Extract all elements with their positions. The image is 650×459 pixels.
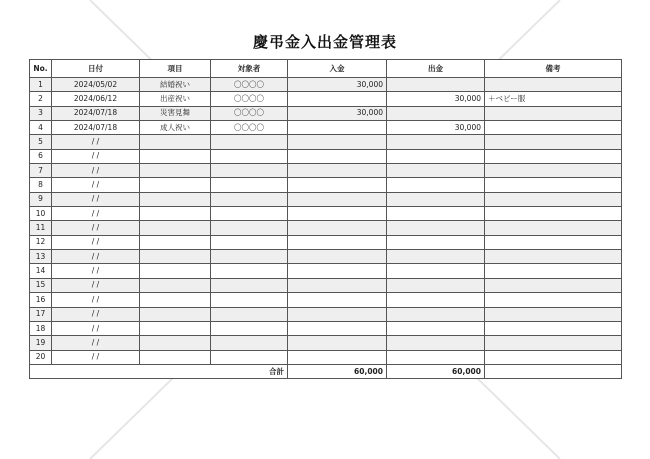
cell-target[interactable] — [211, 336, 288, 350]
cell-item[interactable] — [140, 321, 211, 335]
cell-no[interactable]: 18 — [30, 321, 52, 335]
cell-date[interactable]: 2024/06/12 — [52, 92, 140, 106]
table-row — [30, 106, 622, 120]
table-row — [30, 221, 622, 235]
cell-note[interactable] — [485, 135, 622, 149]
cell-item[interactable] — [140, 250, 211, 264]
cell-expense[interactable] — [387, 221, 485, 235]
cell-note[interactable] — [485, 293, 622, 307]
cell-no[interactable]: 3 — [30, 106, 52, 120]
table-row — [30, 164, 622, 178]
cell-no[interactable]: 4 — [30, 121, 52, 135]
cell-note[interactable] — [485, 221, 622, 235]
cell-target[interactable] — [211, 307, 288, 321]
page-title: 慶弔金入出金管理表 — [252, 33, 397, 51]
cell-target[interactable] — [211, 192, 288, 206]
cell-no[interactable]: 14 — [30, 264, 52, 278]
cell-item[interactable] — [140, 135, 211, 149]
cell-income[interactable] — [288, 250, 387, 264]
cell-item[interactable] — [140, 293, 211, 307]
table-row — [30, 192, 622, 206]
cell-item[interactable]: 結婚祝い — [140, 78, 211, 92]
table-row — [30, 250, 622, 264]
cell-target[interactable] — [211, 264, 288, 278]
cell-date[interactable]: / / — [52, 192, 140, 206]
cell-income[interactable] — [288, 121, 387, 135]
cell-item[interactable] — [140, 235, 211, 249]
cell-item[interactable] — [140, 178, 211, 192]
cell-no[interactable]: 16 — [30, 293, 52, 307]
cell-target[interactable] — [211, 250, 288, 264]
cell-target[interactable] — [211, 178, 288, 192]
cell-item[interactable]: 出産祝い — [140, 92, 211, 106]
cell-expense[interactable] — [387, 321, 485, 335]
cell-note[interactable] — [485, 336, 622, 350]
cell-date[interactable]: / / — [52, 207, 140, 221]
cell-item[interactable] — [140, 192, 211, 206]
cell-target[interactable] — [211, 207, 288, 221]
cell-target[interactable] — [211, 235, 288, 249]
cell-note[interactable] — [485, 207, 622, 221]
cell-note[interactable] — [485, 350, 622, 364]
cell-target[interactable] — [211, 278, 288, 292]
cell-target[interactable] — [211, 135, 288, 149]
header-target: 対象者 — [211, 60, 288, 78]
table-row — [30, 336, 622, 350]
cell-no[interactable]: 10 — [30, 207, 52, 221]
cell-date[interactable]: 2024/07/18 — [52, 121, 140, 135]
cell-item[interactable] — [140, 264, 211, 278]
cell-note[interactable] — [485, 164, 622, 178]
cell-note[interactable] — [485, 149, 622, 163]
cell-income[interactable] — [288, 221, 387, 235]
cell-date[interactable]: / / — [52, 293, 140, 307]
cell-item[interactable] — [140, 221, 211, 235]
cell-expense[interactable] — [387, 178, 485, 192]
cell-item[interactable] — [140, 307, 211, 321]
cell-target[interactable] — [211, 149, 288, 163]
cell-note[interactable] — [485, 178, 622, 192]
table-row — [30, 207, 622, 221]
cell-income[interactable] — [288, 293, 387, 307]
table-row — [30, 121, 622, 135]
table-row — [30, 235, 622, 249]
cell-income[interactable]: 30,000 — [288, 78, 387, 92]
cell-income[interactable] — [288, 264, 387, 278]
cell-date[interactable]: 2024/07/18 — [52, 106, 140, 120]
header-income: 入金 — [288, 60, 387, 78]
cell-income[interactable]: 30,000 — [288, 106, 387, 120]
cell-target[interactable] — [211, 164, 288, 178]
cell-date[interactable]: 2024/05/02 — [52, 78, 140, 92]
cell-no[interactable]: 15 — [30, 278, 52, 292]
cell-target[interactable] — [211, 350, 288, 364]
cell-target[interactable] — [211, 293, 288, 307]
cell-note[interactable] — [485, 235, 622, 249]
cell-note[interactable] — [485, 278, 622, 292]
cell-item[interactable] — [140, 207, 211, 221]
cell-expense[interactable] — [387, 149, 485, 163]
cell-target[interactable]: 〇〇〇〇 — [211, 121, 288, 135]
cell-date[interactable]: / / — [52, 164, 140, 178]
cell-income[interactable] — [288, 164, 387, 178]
cell-no[interactable]: 17 — [30, 307, 52, 321]
cell-no[interactable]: 2 — [30, 92, 52, 106]
cell-expense[interactable] — [387, 235, 485, 249]
cell-date[interactable]: / / — [52, 278, 140, 292]
cell-item[interactable] — [140, 149, 211, 163]
cell-expense[interactable] — [387, 78, 485, 92]
cell-date[interactable]: / / — [52, 235, 140, 249]
cell-date[interactable]: / / — [52, 307, 140, 321]
cell-date[interactable]: / / — [52, 264, 140, 278]
cell-income[interactable] — [288, 135, 387, 149]
cell-date[interactable]: / / — [52, 336, 140, 350]
header-item: 項目 — [140, 60, 211, 78]
table-row — [30, 321, 622, 335]
cell-item[interactable] — [140, 350, 211, 364]
cell-no[interactable]: 19 — [30, 336, 52, 350]
cell-income[interactable] — [288, 278, 387, 292]
cell-income[interactable] — [288, 207, 387, 221]
cell-date[interactable]: / / — [52, 178, 140, 192]
cell-note[interactable] — [485, 106, 622, 120]
cell-expense[interactable] — [387, 192, 485, 206]
cell-date[interactable]: / / — [52, 321, 140, 335]
cell-expense[interactable] — [387, 164, 485, 178]
cell-no[interactable]: 8 — [30, 178, 52, 192]
total-label: 合計 — [30, 364, 288, 378]
cell-target[interactable]: 〇〇〇〇 — [211, 106, 288, 120]
ledger-table — [29, 59, 622, 379]
table-row — [30, 264, 622, 278]
cell-item[interactable] — [140, 336, 211, 350]
table-row — [30, 278, 622, 292]
cell-income[interactable] — [288, 321, 387, 335]
cell-expense[interactable] — [387, 350, 485, 364]
cell-date[interactable]: / / — [52, 250, 140, 264]
table-row — [30, 178, 622, 192]
cell-date[interactable]: / / — [52, 221, 140, 235]
cell-expense[interactable] — [387, 278, 485, 292]
cell-no[interactable]: 12 — [30, 235, 52, 249]
cell-no[interactable]: 7 — [30, 164, 52, 178]
cell-expense[interactable] — [387, 207, 485, 221]
cell-expense[interactable] — [387, 264, 485, 278]
cell-expense[interactable] — [387, 135, 485, 149]
cell-expense[interactable] — [387, 106, 485, 120]
table-row — [30, 293, 622, 307]
header-note: 備考 — [485, 60, 622, 78]
header-no: No. — [30, 60, 52, 78]
cell-date[interactable]: / / — [52, 350, 140, 364]
cell-expense[interactable] — [387, 307, 485, 321]
table-row — [30, 135, 622, 149]
cell-note[interactable] — [485, 121, 622, 135]
cell-target[interactable] — [211, 321, 288, 335]
cell-note[interactable] — [485, 307, 622, 321]
cell-note[interactable] — [485, 264, 622, 278]
cell-item[interactable] — [140, 278, 211, 292]
cell-note[interactable]: ＋ベビー服 — [485, 92, 622, 106]
header-expense: 出金 — [387, 60, 485, 78]
cell-expense[interactable]: 30,000 — [387, 92, 485, 106]
cell-income[interactable] — [288, 192, 387, 206]
cell-item[interactable]: 成人祝い — [140, 121, 211, 135]
cell-target[interactable] — [211, 221, 288, 235]
table-row — [30, 149, 622, 163]
cell-no[interactable]: 11 — [30, 221, 52, 235]
total-row — [30, 364, 622, 378]
cell-target[interactable]: 〇〇〇〇 — [211, 78, 288, 92]
cell-note[interactable] — [485, 250, 622, 264]
cell-no[interactable]: 9 — [30, 192, 52, 206]
cell-note[interactable] — [485, 78, 622, 92]
cell-expense[interactable] — [387, 293, 485, 307]
cell-no[interactable]: 20 — [30, 350, 52, 364]
cell-no[interactable]: 13 — [30, 250, 52, 264]
cell-target[interactable]: 〇〇〇〇 — [211, 92, 288, 106]
table-row — [30, 78, 622, 92]
cell-no[interactable]: 5 — [30, 135, 52, 149]
cell-income[interactable] — [288, 149, 387, 163]
header-date: 日付 — [52, 60, 140, 78]
cell-date[interactable]: / / — [52, 149, 140, 163]
cell-income[interactable] — [288, 92, 387, 106]
cell-expense[interactable] — [387, 250, 485, 264]
cell-date[interactable]: / / — [52, 135, 140, 149]
cell-expense[interactable] — [387, 336, 485, 350]
cell-income[interactable] — [288, 336, 387, 350]
table-row — [30, 92, 622, 106]
cell-income[interactable] — [288, 178, 387, 192]
table-row — [30, 307, 622, 321]
cell-expense[interactable]: 30,000 — [387, 121, 485, 135]
cell-item[interactable]: 災害見舞 — [140, 106, 211, 120]
cell-income[interactable] — [288, 235, 387, 249]
header-row — [30, 60, 622, 78]
cell-income[interactable] — [288, 350, 387, 364]
cell-income[interactable] — [288, 307, 387, 321]
cell-item[interactable] — [140, 164, 211, 178]
total-note — [485, 364, 622, 378]
cell-no[interactable]: 6 — [30, 149, 52, 163]
total-expense: 60,000 — [387, 364, 485, 378]
cell-no[interactable]: 1 — [30, 78, 52, 92]
cell-note[interactable] — [485, 321, 622, 335]
table-row — [30, 350, 622, 364]
cell-note[interactable] — [485, 192, 622, 206]
total-income: 60,000 — [288, 364, 387, 378]
